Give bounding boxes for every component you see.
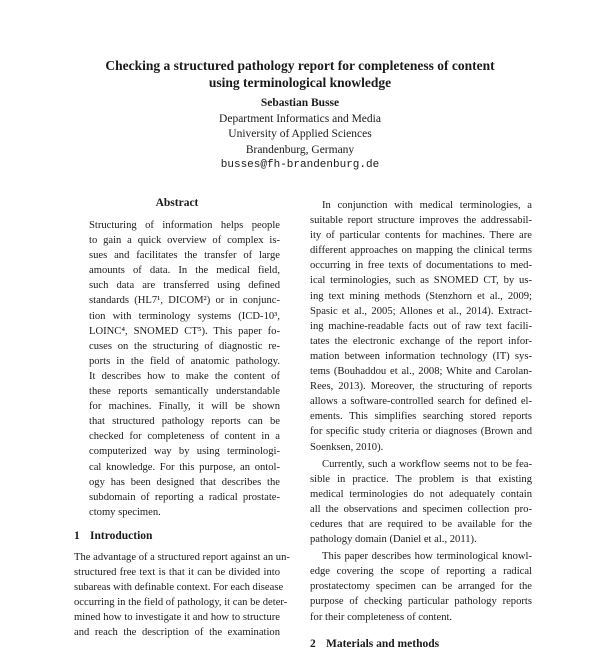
text-line: tems (Bouhaddou et al., 2008; White and Carolan- — [310, 366, 532, 378]
text-line: sible in practice. The problem is that existing — [310, 473, 532, 485]
text-line: tates the electronic exchange of the report infor- — [310, 335, 532, 347]
paper-title — [60, 57, 540, 91]
intro-body — [74, 550, 290, 641]
text-line: mation between information technology (IT) sys- — [310, 350, 532, 362]
title-line-2: using terminological knowledge — [208, 75, 392, 90]
text-line: mined how to investigate it and how to structure — [74, 612, 280, 624]
text-line: Structuring of information helps people — [89, 220, 280, 231]
text-line: LOINC⁴, SNOMED CT⁵). This paper fo- — [89, 325, 280, 337]
text-line: ctomy specimen. — [89, 506, 161, 518]
text-line: these reports semantically understandable — [89, 386, 280, 398]
text-line: that structured pathology reports can be — [89, 416, 280, 428]
text-line: checked for completeness of content in a — [89, 431, 280, 443]
text-line: structured free text is that it can be divided into — [74, 566, 280, 578]
intro-heading — [74, 529, 280, 543]
text-line: occurring in free texts of documentations to med- — [310, 260, 532, 272]
right-paragraph-2 — [310, 457, 532, 548]
text-line: tion with terminology systems (ICD-10³, — [89, 310, 280, 322]
text-line: ements. This simplifies searching stored reports — [310, 411, 532, 423]
abstract-body — [74, 218, 280, 520]
text-line: ing machine-readable facts out of raw text facili- — [310, 320, 532, 332]
text-line: for machines. Finally, it will be shown — [89, 401, 280, 413]
text-line: medical terminologies do not adequately contain — [310, 488, 532, 500]
text-line: edge covering the scope of reporting a radical — [310, 566, 532, 578]
text-line: prostatectomy specimen can be arranged for the — [310, 581, 532, 593]
text-line: suitable report structure improves the addressabil- — [310, 215, 532, 227]
text-line: Currently, such a workflow seems not to be fea- — [322, 458, 532, 470]
text-line: The advantage of a structured report against an un- — [74, 551, 290, 563]
right-paragraph-3 — [310, 549, 532, 624]
author-name: Sebastian Busse — [260, 97, 340, 109]
author-email[interactable]: busses@fh-brandenburg.de — [220, 159, 380, 171]
text-line: ity of particular contents for machines. There are — [310, 230, 532, 242]
text-line: subdomain of reporting a radical prostate- — [89, 491, 280, 503]
text-line: Rees, 2013). Moreover, the structuring of reports — [310, 381, 532, 393]
text-line: cuses on the structuring of diagnostic re- — [89, 340, 280, 352]
text-line: standards (HL7¹, DICOM²) or in conjunc- — [89, 295, 280, 307]
text-line: In conjunction with medical terminologies, a — [322, 200, 532, 211]
text-line: different approaches on mapping the clinical terms — [310, 245, 532, 257]
text-line: allows a software-controlled search for defined el- — [310, 396, 532, 408]
text-line: for their completeness of content. — [310, 611, 453, 623]
text-line: pathology domain (Daniel et al., 2011). — [310, 534, 477, 546]
left-column — [74, 196, 290, 640]
abstract-heading: Abstract — [155, 197, 199, 209]
text-line: ical terminologies, such as SNOMED CT, by us- — [310, 275, 532, 287]
text-line: ogy has been designed that describes the — [89, 476, 280, 488]
text-line: sues and facilitates the transfer of large — [89, 250, 280, 262]
section-2-number: 2 — [310, 637, 316, 650]
text-line: It describes how to make the content of — [89, 370, 280, 382]
text-line: This paper describes how terminological knowl- — [322, 551, 532, 563]
text-line: occurring in the field of pathology, it can be deter- — [74, 597, 288, 609]
section-2-heading — [310, 637, 532, 651]
author-city: Brandenburg, Germany — [245, 143, 355, 156]
text-line: ing text mining methods (Stenzhorn et al., 2009; — [310, 290, 532, 302]
text-line: and reach the description of the examination — [74, 627, 280, 639]
text-line: Soenksen, 2010). — [310, 441, 384, 453]
text-line: Spasic et al., 2005; Allones et al., 2014). Extract- — [310, 305, 532, 317]
text-line: all the observations and specimen collection pro- — [310, 503, 532, 515]
text-line: ports in the field of anatomic pathology. — [89, 355, 280, 367]
text-line: amounts of data. In the medical field, — [89, 265, 280, 277]
text-line: to gain a quick overview of complex is- — [89, 235, 280, 247]
text-line: computerized way by using terminologi- — [89, 446, 280, 458]
text-line: purpose of checking particular pathology reports — [310, 596, 532, 608]
author-block — [150, 96, 450, 174]
text-line: subareas with definable context. For each disease — [74, 582, 284, 594]
intro-title: Introduction — [90, 529, 153, 542]
text-line: such data are transferred using defined — [89, 280, 280, 292]
text-line: cedures that are required to be available for the — [310, 518, 532, 530]
section-2-title: Materials and methods — [326, 637, 440, 650]
author-department: Department Informatics and Media — [219, 112, 381, 125]
author-university: University of Applied Sciences — [228, 128, 372, 140]
right-column — [310, 198, 532, 658]
text-line: cal knowledge. For this purpose, an ontol- — [89, 461, 280, 473]
right-paragraph-1 — [310, 198, 532, 455]
title-line-1: Checking a structured pathology report for completeness of content — [105, 58, 495, 73]
text-line: for specific study criteria or diagnoses (Brown and — [310, 426, 532, 438]
intro-number: 1 — [74, 529, 80, 542]
